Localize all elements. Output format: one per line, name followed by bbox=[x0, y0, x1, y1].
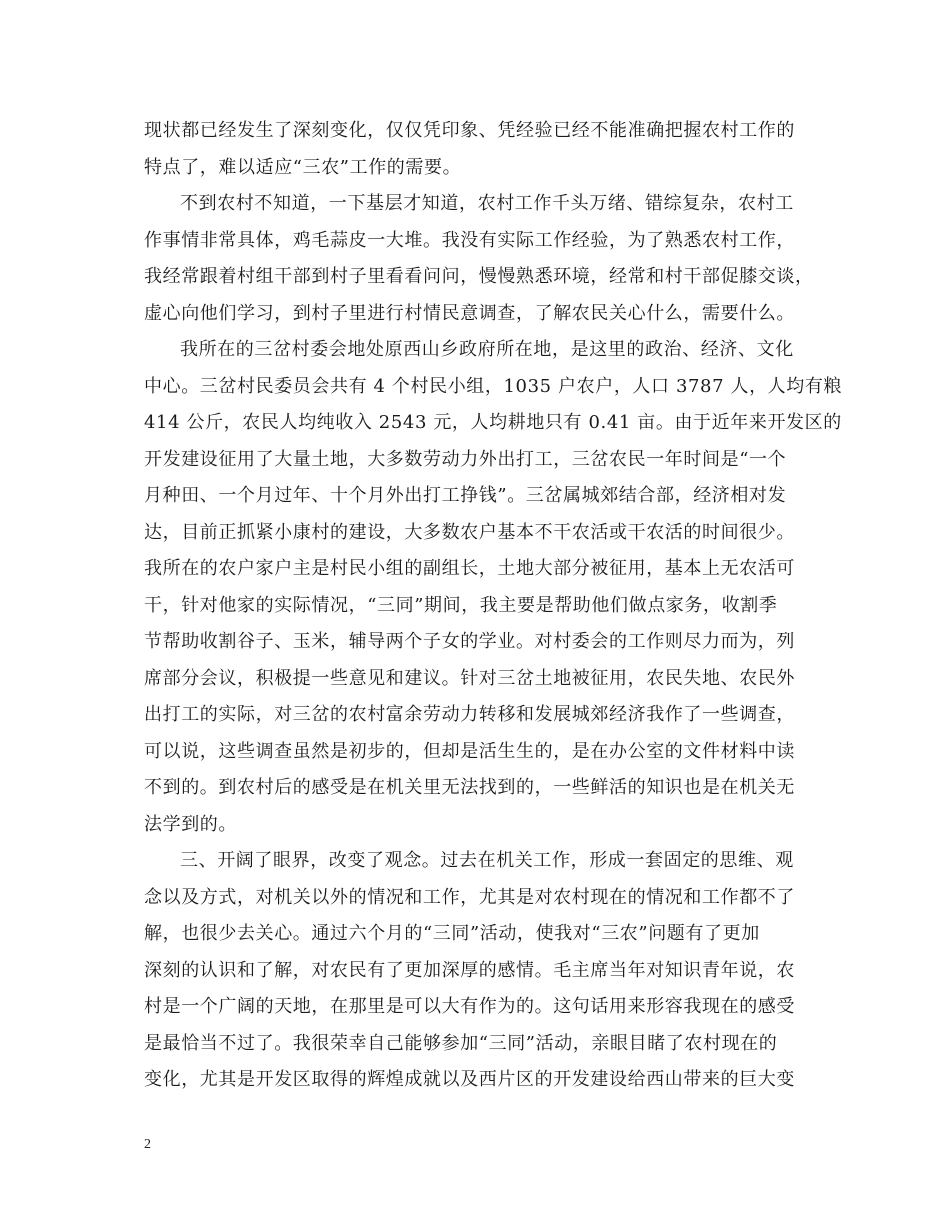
text-line: 解，也很少去关心。通过六个月的“三同”活动，使我对“三农”问题有了更加 bbox=[144, 923, 760, 944]
text-line: 干，针对他家的实际情况，“三同”期间，我主要是帮助他们做点家务，收割季 bbox=[144, 594, 778, 616]
text-line: 念以及方式，对机关以外的情况和工作，尤其是对农村现在的情况和工作都不了 bbox=[144, 886, 795, 908]
text-line: 月种田、一个月过年、十个月外出打工挣钱”。三岔属城郊结合部，经济相对发 bbox=[144, 485, 787, 506]
text-line: 可以说，这些调查虽然是初步的，但却是活生生的，是在办公室的文件材料中读 bbox=[144, 740, 795, 762]
text-line: 深刻的认识和了解，对农民有了更加深厚的感情。毛主席当年对知识青年说，农 bbox=[144, 959, 795, 981]
text-line: 现状都已经发生了深刻变化，仅仅凭印象、凭经验已经不能准确把握农村工作的 bbox=[144, 120, 795, 141]
text-line: 村是一个广阔的天地，在那里是可以大有作为的。这句话用来形容我现在的感受 bbox=[144, 996, 795, 1017]
text-line: 414 公斤，农民人均纯收入 2543 元，人均耕地只有 0.41 亩。由于近年来开发区的 bbox=[144, 412, 842, 433]
text-line: 我所在的三岔村委会地处原西山乡政府所在地，是这里的政治、经济、文化 bbox=[180, 339, 794, 360]
text-line: 开发建设征用了大量土地，大多数劳动力外出打工，三岔农民一年时间是“一个 bbox=[144, 448, 787, 470]
text-line: 特点了，难以适应“三农”工作的需要。 bbox=[144, 156, 462, 178]
text-line: 达，目前正抓紧小康村的建设，大多数农户基本不干农活或干农活的时间很少。 bbox=[144, 521, 795, 543]
page-number: 2 bbox=[144, 1137, 151, 1152]
text-line: 虚心向他们学习，到村子里进行村情民意调查，了解农民关心什么，需要什么。 bbox=[144, 302, 795, 324]
text-line: 出打工的实际，对三岔的农村富余劳动力转移和发展城郊经济我作了一些调查， bbox=[144, 704, 795, 725]
text-line: 变化，尤其是开发区取得的辉煌成就以及西片区的开发建设给西山带来的巨大变 bbox=[144, 1069, 795, 1090]
text-line: 不到农村不知道，一下基层才知道，农村工作千头万绪、错综复杂，农村工 bbox=[180, 193, 794, 214]
text-line: 是最恰当不过了。我很荣幸自己能够参加“三同”活动，亲眼目睹了农村现在的 bbox=[144, 1032, 778, 1054]
text-line: 三、开阔了眼界，改变了观念。过去在机关工作，形成一套固定的思维、观 bbox=[180, 850, 794, 871]
document-body bbox=[144, 113, 843, 1099]
text-line: 席部分会议，积极提一些意见和建议。针对三岔土地被征用，农民失地、农民外 bbox=[144, 667, 795, 689]
text-line: 节帮助收割谷子、玉米，辅导两个子女的学业。对村委会的工作则尽力而为，列 bbox=[144, 631, 795, 652]
text-line: 作事情非常具体，鸡毛蒜皮一大堆。我没有实际工作经验，为了熟悉农村工作， bbox=[144, 229, 795, 251]
text-line: 我经常跟着村组干部到村子里看看问问，慢慢熟悉环境，经常和村干部促膝交谈， bbox=[144, 266, 814, 287]
text-line: 中心。三岔村民委员会共有 4 个村民小组，1035 户农户，人口 3787 人，人均有粮 bbox=[144, 375, 843, 397]
text-line: 不到的。到农村后的感受是在机关里无法找到的，一些鲜活的知识也是在机关无 bbox=[144, 777, 795, 798]
text-line: 我所在的农户家户主是村民小组的副组长，土地大部分被征用，基本上无农活可 bbox=[144, 558, 795, 579]
text-line: 法学到的。 bbox=[144, 813, 237, 835]
